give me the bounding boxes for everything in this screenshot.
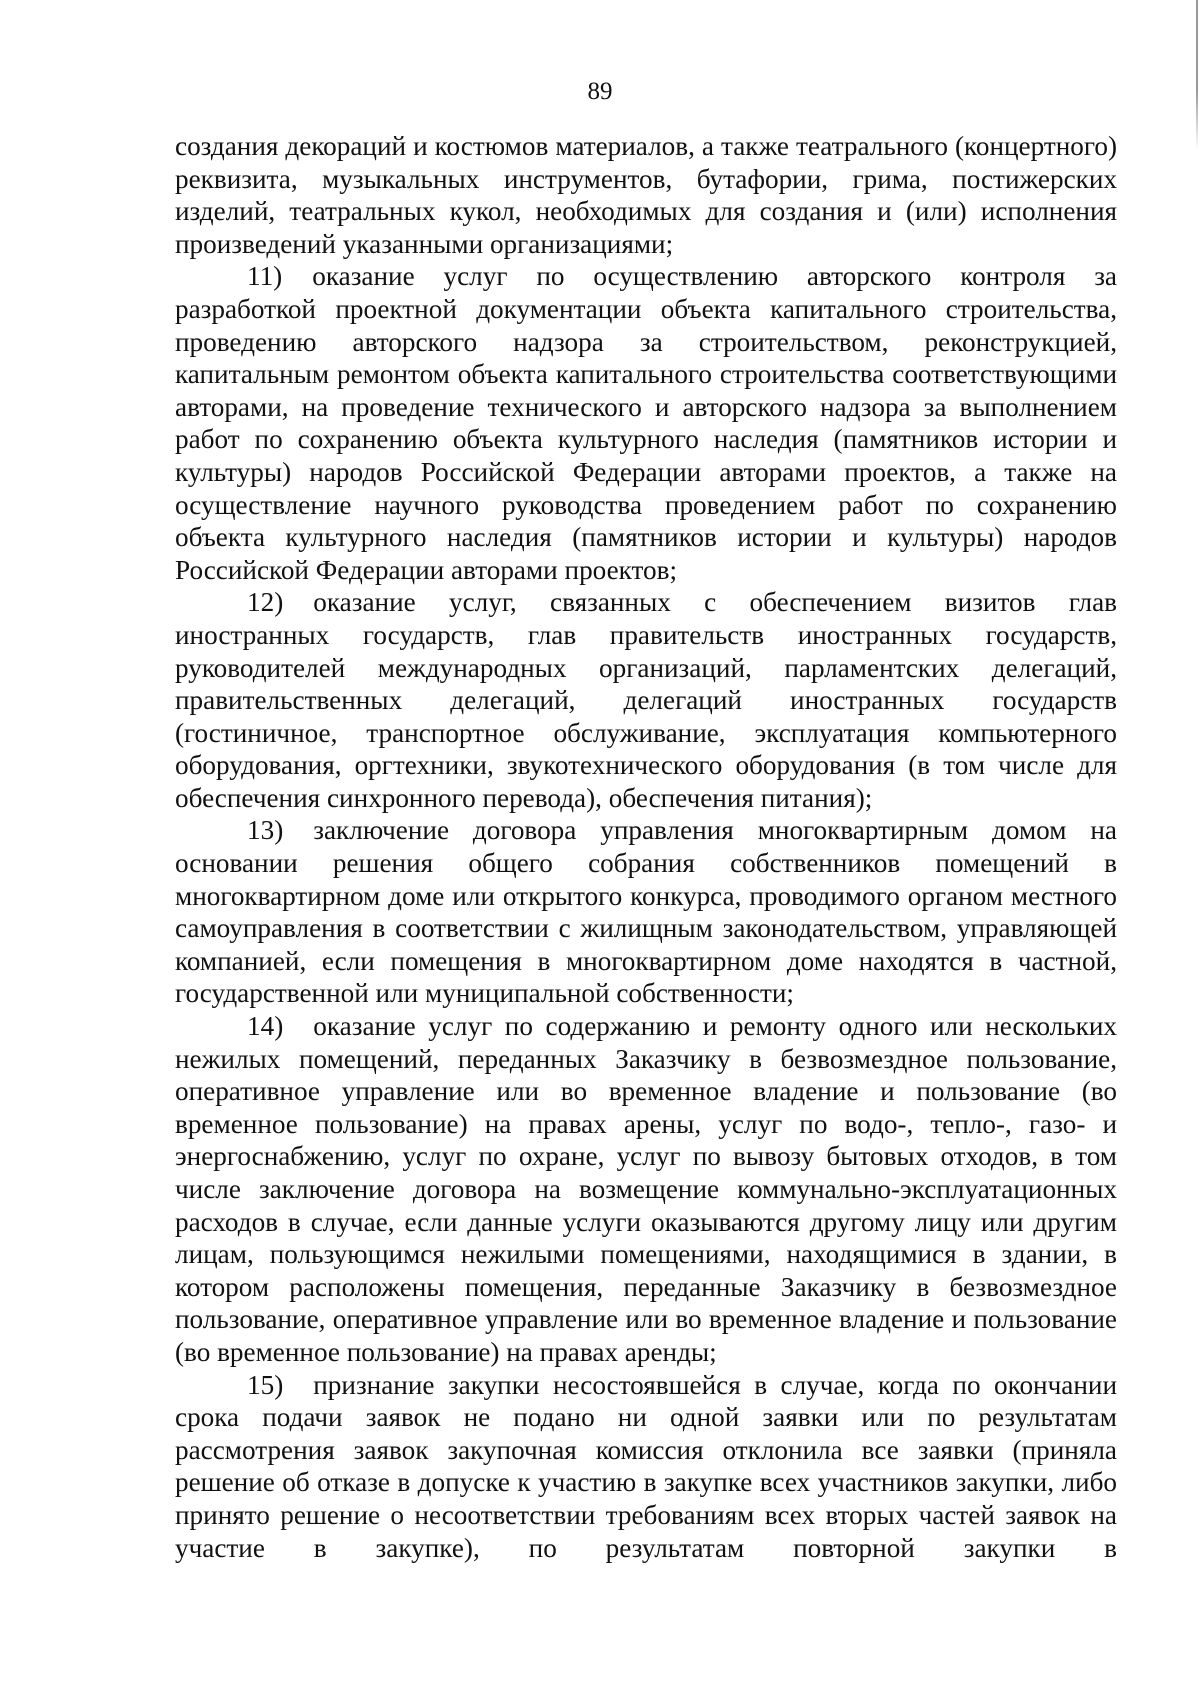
list-item-number: 11) [247, 261, 283, 292]
list-item-number: 12) [247, 587, 284, 618]
scan-edge-mark [1196, 0, 1198, 150]
paragraph-continuation [175, 130, 1117, 260]
list-item-number: 15) [247, 1369, 284, 1400]
paragraph-text: оказание услуг, связанных с обеспечением визитов глав иностранных государств, глав правительств иностранных государств, руководителей международных организаций, парламентских делегаций, правительственных делегаций, делегаций иностранных государств (гостиничное, транспортное обслуживание, эксплуатация компьютерного оборудования, оргтехники, звукотехнического оборудования (в том числе для обеспечения синхронного перевода), обеспечения питания); [175, 587, 1117, 813]
list-item-number: 13) [247, 815, 284, 846]
paragraph-text: оказание услуг по осуществлению авторского контроля за разработкой проектной документации объекта капитального строительства, проведению авторского надзора за строительством, реконструкцией, капитальным ремонтом объекта капитального строительства соответствующими авторами, на проведение технического и авторского надзора за выполнением работ по сохранению объекта культурного наследия (памятников истории и культуры) народов Российской Федерации авторами проектов, а также на осуществление научного руководства проведением работ по сохранению объекта культурного наследия (памятников истории и культуры) народов Российской Федерации авторами проектов; [175, 261, 1117, 585]
list-item-12 [175, 586, 1117, 814]
page-number: 89 [587, 78, 613, 105]
document-body [175, 130, 1117, 1564]
list-item-number: 14) [247, 1011, 284, 1042]
paragraph-text: создания декораций и костюмов материалов, а также театрального (концертного) реквизита, музыкальных инструментов, бутафории, грима, постижерских изделий, театральных кукол, необходимых для создания и (или) исполнения произведений указанными организациями; [175, 131, 1117, 259]
paragraph-text: признание закупки несостоявшейся в случае, когда по окончании срока подачи заявок не подано ни одной заявки или по результатам рассмотрения заявок закупочная комиссия отклонила все заявки (приняла решение об отказе в допуске к участию в закупке всех участников закупки, либо принято решение о несоответствии требованиям всех вторых частей заявок на участие в закупке), по результатам повторной закупки в [175, 1369, 1117, 1563]
list-item-13 [175, 814, 1117, 1010]
list-item-14 [175, 1010, 1117, 1369]
paragraph-text: оказание услуг по содержанию и ремонту одного или нескольких нежилых помещений, переданных Заказчику в безвозмездное пользование, оперативное управление или во временное владение и пользование (во временное пользование) на правах арены, услуг по водо-, тепло-, газо- и энергоснабжению, услуг по охране, услуг по вывозу бытовых отходов, в том числе заключение договора на возмещение коммунально-эксплуатационных расходов в случае, если данные услуги оказываются другому лицу или другим лицам, пользующимся нежилыми помещениями, находящимися в здании, в котором расположены помещения, переданные Заказчику в безвозмездное пользование, оперативное управление или во временное владение и пользование (во временное пользование) на правах аренды; [175, 1011, 1117, 1367]
paragraph-text: заключение договора управления многоквартирным домом на основании решения общего собрания собственников помещений в многоквартирном доме или открытого конкурса, проводимого органом местного самоуправления в соответствии с жилищным законодательством, управляющей компанией, если помещения в многоквартирном доме находятся в частной, государственной или муниципальной собственности; [175, 815, 1117, 1009]
list-item-15 [175, 1369, 1117, 1565]
list-item-11 [175, 260, 1117, 586]
